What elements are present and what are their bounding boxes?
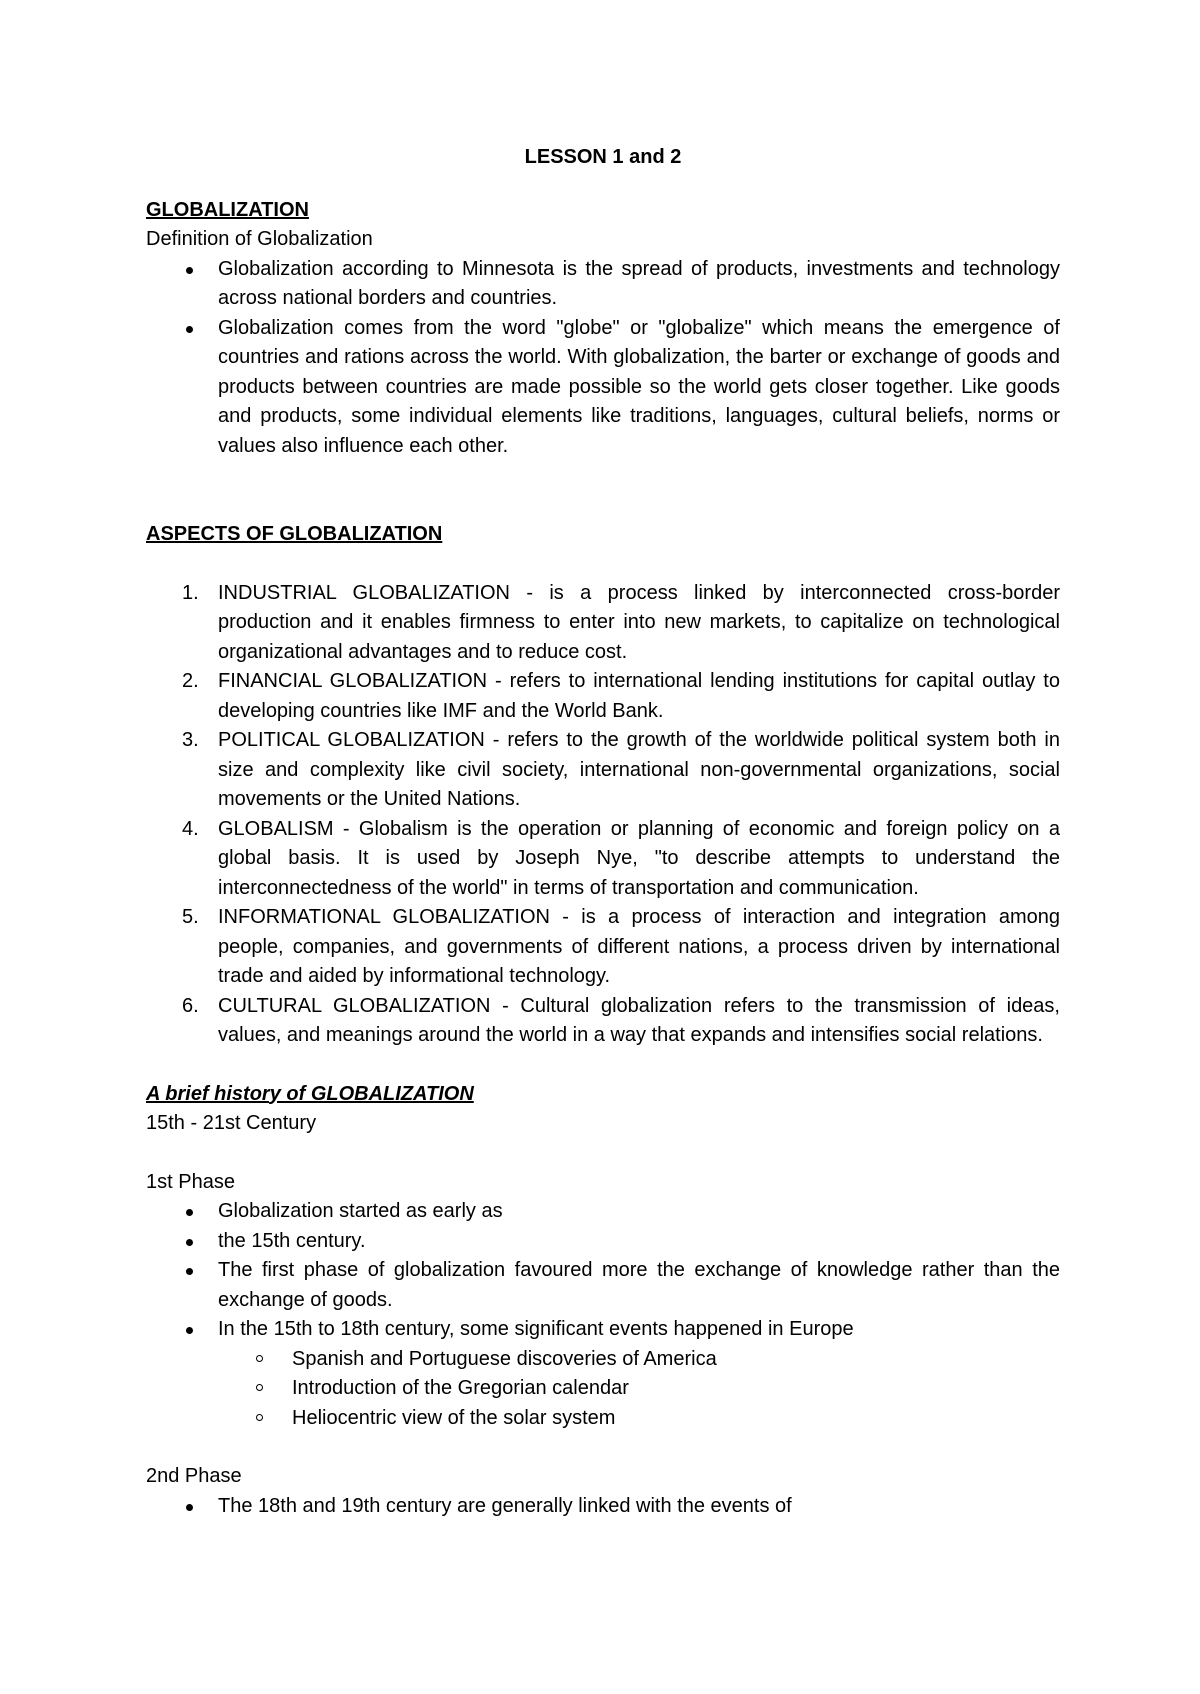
list-item-text: In the 15th to 18th century, some significant events happened in Europe [218,1318,854,1340]
sub-list-item-text: Spanish and Portuguese discoveries of America [292,1347,717,1370]
item-text: INFORMATIONAL GLOBALIZATION - is a process of interaction and integration among people, companies, and governments of different nations, a process driven by international trade and aided by informational technology. [218,906,1060,987]
item-text: POLITICAL GLOBALIZATION - refers to the growth of the worldwide political system both in size and complexity like civil society, international non-governmental organizations, social movements or the United Nations. [218,729,1060,810]
sub-list-item [146,1374,1060,1404]
phase-2-label: 2nd Phase [146,1465,242,1487]
document-body [146,143,1060,1521]
item-text: FINANCIAL GLOBALIZATION - refers to international lending institutions for capital outlay to developing countries like IMF and the World Bank. [218,670,1060,722]
section-heading-globalization: GLOBALIZATION [146,198,309,221]
item-number: 3. [182,729,199,751]
hollow-bullet-icon [256,1355,263,1362]
list-item-text: The first phase of globalization favoured more the exchange of knowledge rather than the exchange of goods. [218,1259,1060,1311]
list-item-text: Globalization according to Minnesota is the spread of products, investments and technology across national borders and countries. [218,257,1060,309]
numbered-item [146,726,1060,815]
list-item-text: The 18th and 19th century are generally linked with the events of [218,1494,792,1517]
list-item [146,1315,1060,1345]
bullet-icon [186,1504,193,1511]
sub-list-item-text: Heliocentric view of the solar system [292,1406,616,1429]
list-item [146,1197,1060,1227]
item-number: 6. [182,994,199,1017]
hollow-bullet-icon [256,1384,263,1391]
history-period: 15th - 21st Century [146,1112,317,1134]
list-item-text: the 15th century. [218,1229,366,1252]
phase-2-list [146,1492,1060,1522]
list-item [146,1256,1060,1315]
definition-list [146,255,1060,462]
item-number: 5. [182,906,199,928]
numbered-item [146,815,1060,904]
sub-list-item [146,1345,1060,1375]
item-text: INDUSTRIAL GLOBALIZATION - is a process linked by interconnected cross-border production and it enables firmness to enter into new markets, to capitalize on technological organizational advantages and to reduce cost. [218,581,1060,663]
hollow-bullet-icon [256,1414,263,1421]
bullet-icon [186,1209,193,1216]
aspects-list [146,579,1060,1051]
list-item-text: Globalization started as early as [218,1200,503,1222]
phase-1-sublist [146,1345,1060,1434]
numbered-item [146,903,1060,992]
list-item [146,1227,1060,1257]
sub-list-item [146,1404,1060,1434]
bullet-icon [186,1239,193,1246]
page-title: LESSON 1 and 2 [524,146,682,168]
item-text: GLOBALISM - Globalism is the operation or planning of economic and foreign policy on a global basis. It is used by Joseph Nye, "to describe attempts to understand the interconnectedness of the world" in terms of transportation and communication. [218,817,1060,899]
list-item [146,1492,1060,1522]
item-text: CULTURAL GLOBALIZATION - Cultural globalization refers to the transmission of ideas, values, and meanings around the world in a way that expands and intensifies social relations. [218,994,1060,1046]
phase-1-label: 1st Phase [146,1170,235,1193]
numbered-item [146,579,1060,668]
sub-list-item-text: Introduction of the Gregorian calendar [292,1377,629,1399]
bullet-icon [186,267,193,274]
section-heading-history: A brief history of GLOBALIZATION [146,1082,474,1105]
list-item [146,314,1060,462]
list-item-text: Globalization comes from the word "globe" or "globalize" which means the emergence of countries and rations across the world. With globalization, the barter or exchange of goods and products between countries are made possible so the world gets closer together. Like goods and products, some individual elements like traditions, languages, cultural beliefs, norms or values also influence each other. [218,316,1060,457]
phase-1-list [146,1197,1060,1345]
bullet-icon [186,1268,193,1275]
definition-subheading: Definition of Globalization [146,228,373,250]
bullet-icon [186,326,193,333]
numbered-item [146,992,1060,1051]
bullet-icon [186,1327,193,1334]
numbered-item [146,667,1060,726]
section-heading-aspects: ASPECTS OF GLOBALIZATION [146,523,443,545]
item-number: 2. [182,670,199,692]
list-item [146,255,1060,314]
item-number: 4. [182,817,199,840]
item-number: 1. [182,581,199,604]
